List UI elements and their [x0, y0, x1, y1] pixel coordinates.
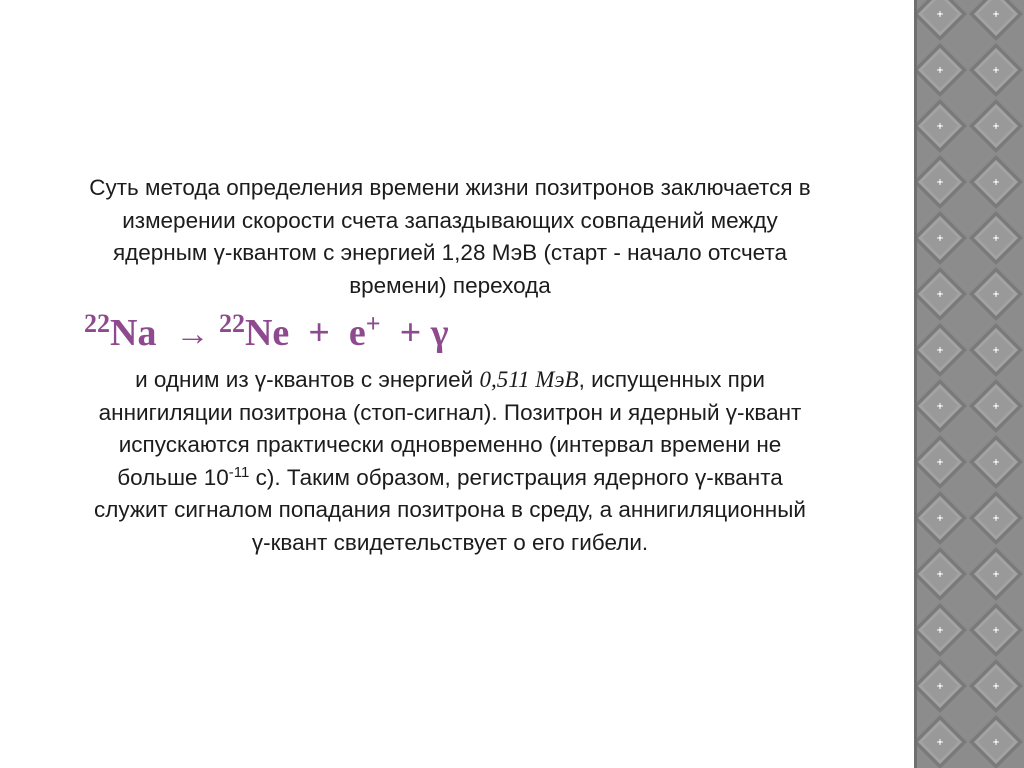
sodium-symbol: Na: [110, 312, 157, 354]
intro-line-3: ядерным γ-квантом с энергией 1,28 МэВ (старт - начало отсчета: [112, 240, 788, 265]
main-line-4-end: с). Таким образом, регистрация ядерного γ-кванта: [249, 464, 783, 490]
decay-equation: [30, 304, 870, 364]
main-line-4-start: больше 10: [117, 464, 229, 490]
plus-sign-1: +: [308, 312, 330, 354]
positron-symbol: e: [348, 312, 366, 354]
intro-paragraph: [30, 172, 870, 302]
main-line-2: аннигиляции позитрона (стоп-сигнал). Позитрон и ядерный γ-квант: [98, 399, 802, 425]
main-line-6: γ-квант свидетельствует о его гибели.: [251, 529, 649, 555]
main-line-1-end: , испущенных при: [578, 367, 765, 392]
time-exponent: -11: [228, 463, 250, 481]
plus-sign-2: +: [399, 312, 422, 354]
neon-symbol: Ne: [244, 312, 290, 354]
ne-mass-number: 22: [218, 309, 245, 338]
reaction-arrow: →: [175, 316, 210, 353]
intro-line-4: времени) перехода: [349, 272, 551, 298]
gamma-symbol: γ: [430, 312, 449, 354]
main-paragraph: [30, 364, 870, 559]
annihilation-energy: 0,511 МэВ: [479, 367, 579, 392]
slide-text: [30, 172, 870, 559]
main-line-1: [135, 367, 765, 392]
main-line-4: [117, 465, 783, 490]
positron-charge: +: [365, 309, 381, 338]
main-line-5: служит сигналом попадания позитрона в среду, а аннигиляционный: [94, 497, 806, 522]
intro-line-2: измерении скорости счета запаздывающих совпадений между: [122, 207, 778, 233]
main-line-1-start: и одним из γ-квантов с энергией: [135, 367, 480, 392]
na-mass-number: 22: [84, 309, 110, 338]
decorative-side-panel: [914, 0, 1024, 768]
main-line-3: испускаются практически одновременно (интервал времени не: [118, 432, 782, 457]
intro-line-1: Суть метода определения времени жизни позитронов заключается в: [89, 175, 811, 200]
